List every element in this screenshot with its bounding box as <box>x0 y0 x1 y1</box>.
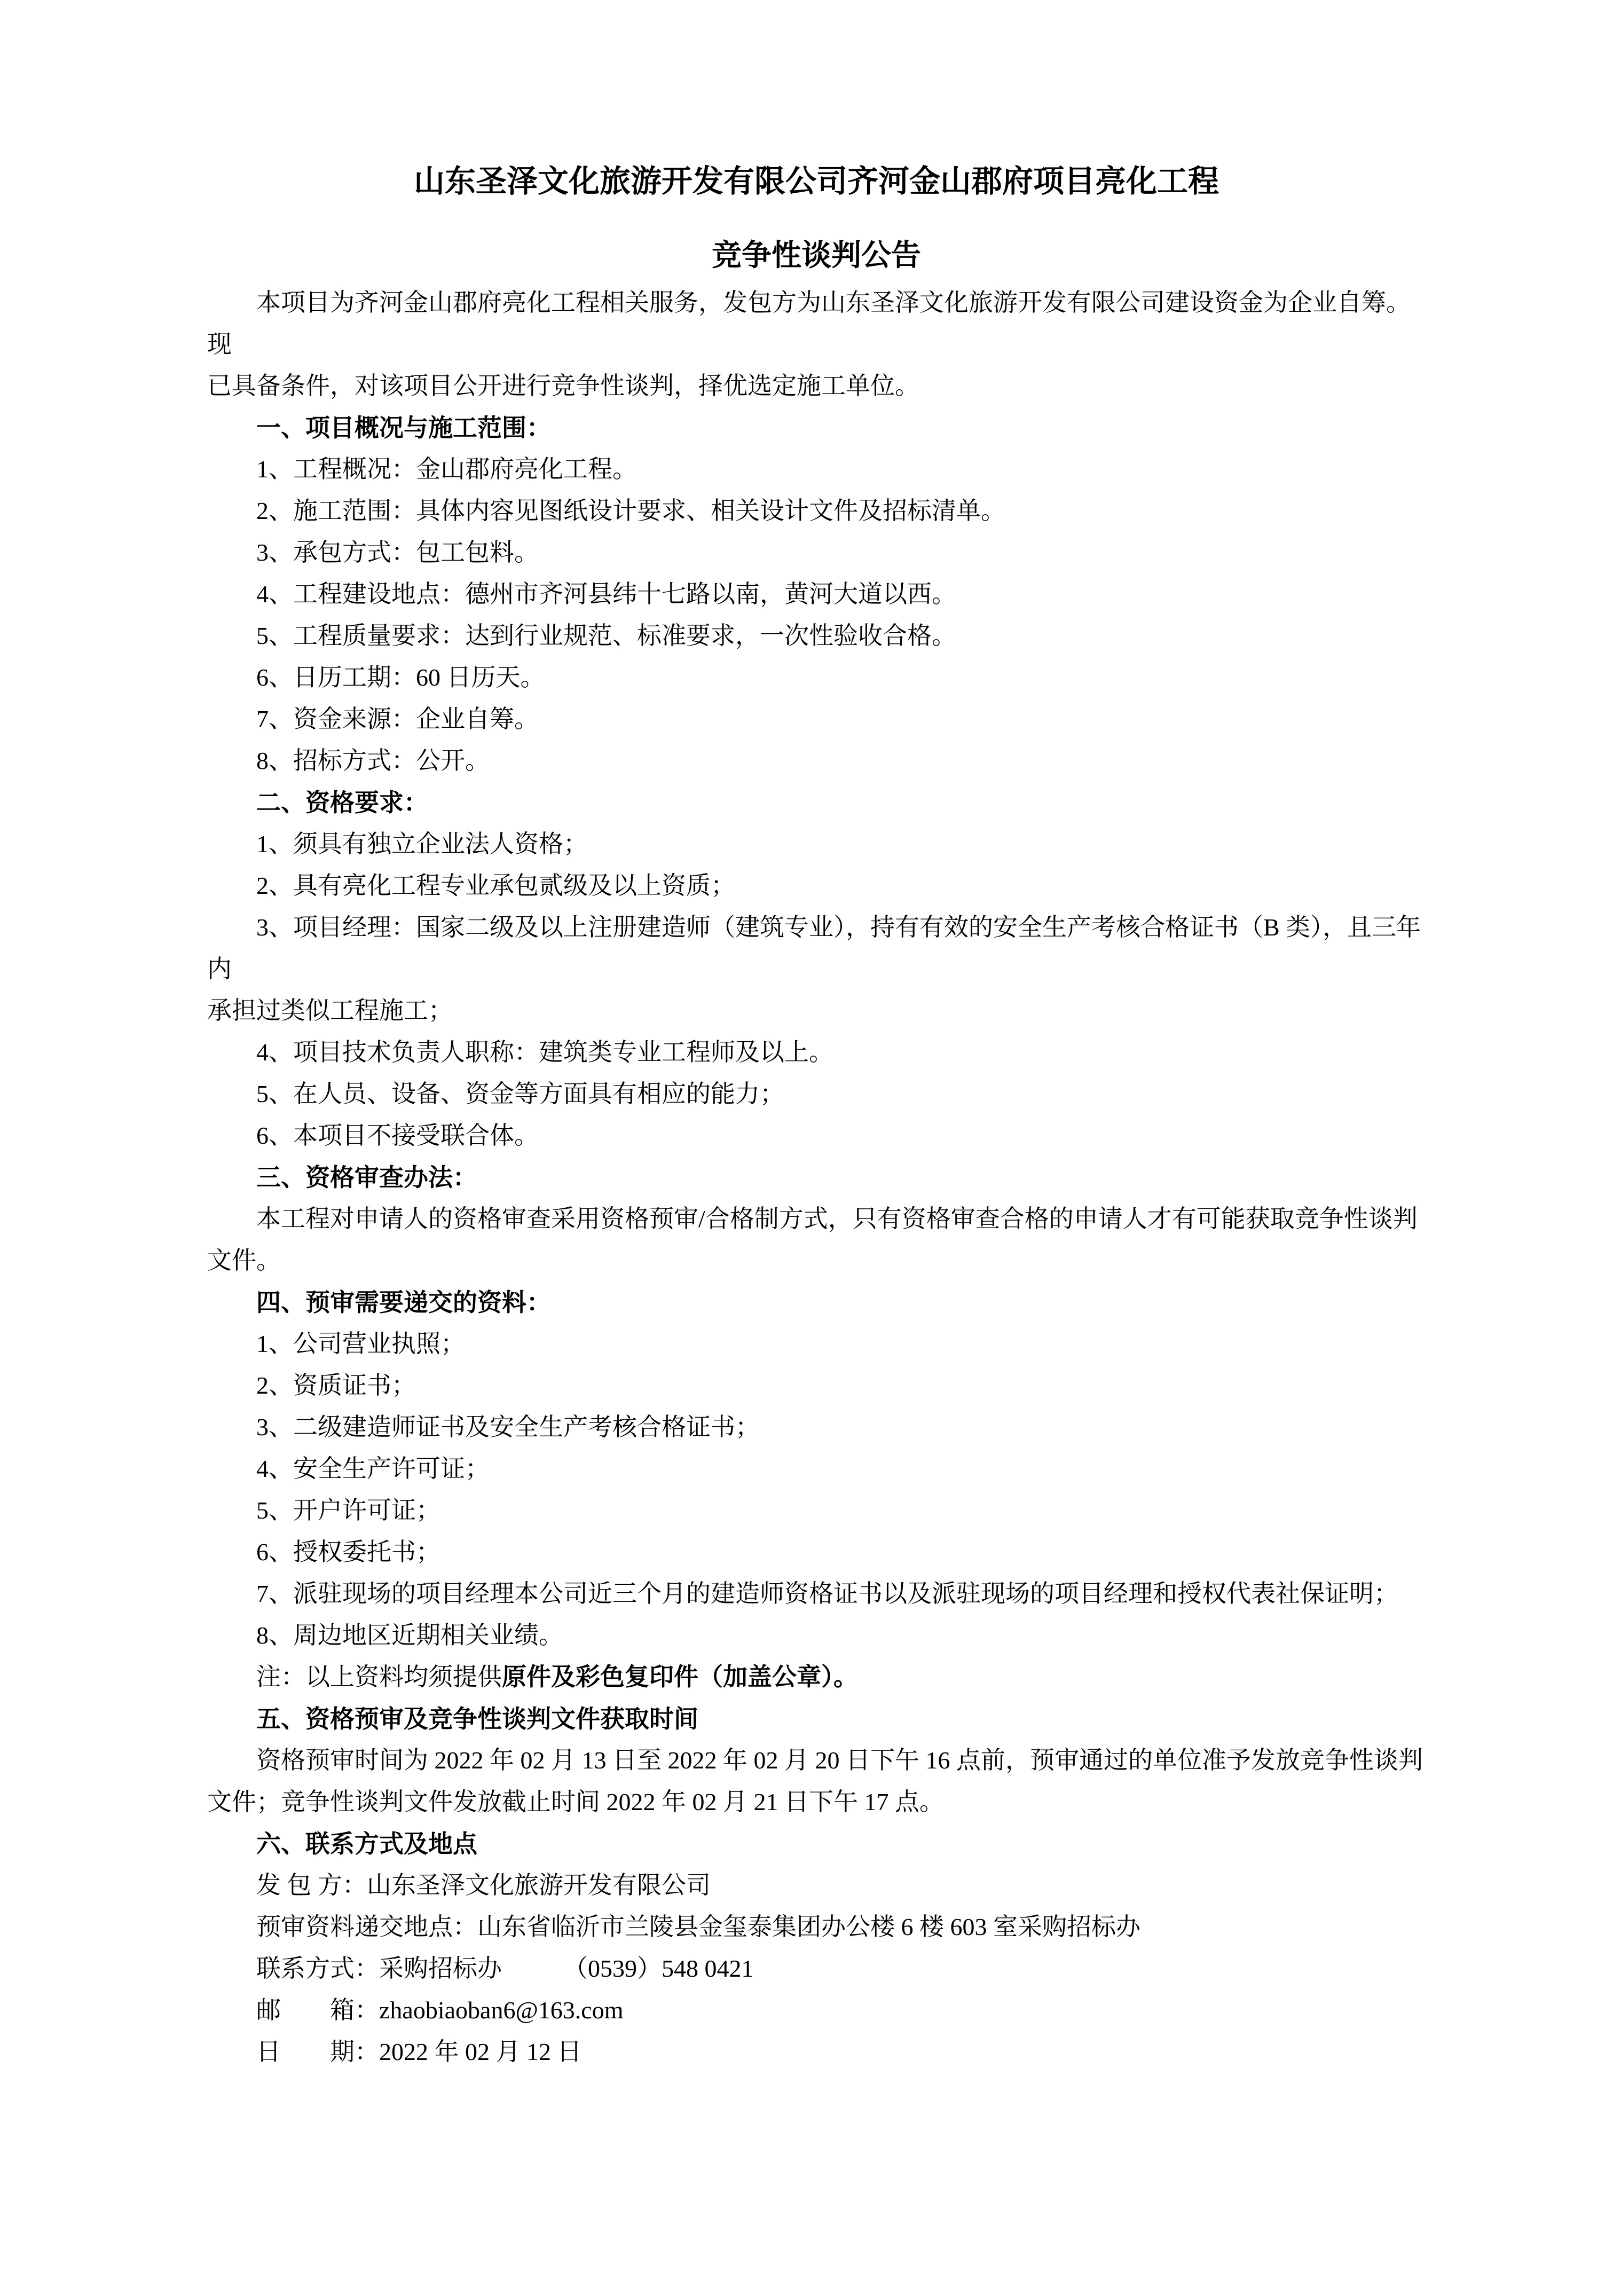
list-item: 6、本项目不接受联合体。 <box>256 1122 539 1149</box>
list-item: 2、具有亮化工程专业承包贰级及以上资质； <box>256 872 735 899</box>
paragraph-line: 资格预审时间为 2022 年 02 月 13 日至 2022 年 02 月 20 日下午 16 点前，预审通过的单位准予发放竞争性谈判 <box>256 1747 1423 1774</box>
list-item: 6、日历工期：60 日历天。 <box>256 664 545 691</box>
section-heading: 二、资格要求： <box>256 789 428 816</box>
list-item: 5、开户许可证； <box>256 1497 440 1524</box>
contact-phone-line: 联系方式：采购招标办 （0539）548 0421 <box>256 1955 754 1982</box>
announcement-document <box>207 160 1426 2073</box>
contact-issuer-line: 发 包 方：山东圣泽文化旅游开发有限公司 <box>256 1872 711 1899</box>
list-item: 8、招标方式：公开。 <box>256 747 490 774</box>
list-item-continuation: 承担过类似工程施工； <box>207 997 453 1024</box>
section-heading: 六、联系方式及地点 <box>256 1830 477 1858</box>
section-heading: 三、资格审查办法： <box>256 1163 477 1191</box>
list-item: 8、周边地区近期相关业绩。 <box>256 1622 563 1649</box>
section-prequalification-materials <box>207 1281 1426 1698</box>
intro-line: 已具备条件，对该项目公开进行竞争性谈判，择优选定施工单位。 <box>207 372 919 399</box>
section-contact-info <box>207 1823 1426 2073</box>
note-line <box>207 1656 1426 1698</box>
section-document-acquisition-time <box>207 1698 1426 1823</box>
list-item: 4、项目技术负责人职称：建筑类专业工程师及以上。 <box>256 1039 833 1066</box>
list-item: 1、公司营业执照； <box>256 1330 465 1357</box>
section-heading: 一、项目概况与施工范围： <box>256 414 551 442</box>
paragraph-line: 文件；竞争性谈判文件发放截止时间 2022 年 02 月 21 日下午 17 点。 <box>207 1788 944 1815</box>
section-qualification-requirements <box>207 782 1426 1157</box>
contact-address-line: 预审资料递交地点：山东省临沂市兰陵县金玺泰集团办公楼 6 楼 603 室采购招标办 <box>256 1913 1140 1940</box>
contact-email-line: 邮 箱：zhaobiaoban6@163.com <box>256 1996 624 2024</box>
list-item: 1、工程概况：金山郡府亮化工程。 <box>256 455 637 483</box>
list-item: 6、授权委托书； <box>256 1538 440 1566</box>
contact-date-line: 日 期：2022 年 02 月 12 日 <box>256 2038 582 2065</box>
note-bold-text: 原件及彩色复印件（加盖公章）。 <box>502 1663 858 1690</box>
paragraph-line: 文件。 <box>207 1247 281 1274</box>
section-qualification-review-method <box>207 1157 1426 1281</box>
note-prefix: 注：以上资料均须提供 <box>256 1663 502 1690</box>
list-item: 3、二级建造师证书及安全生产考核合格证书； <box>256 1413 760 1441</box>
section-heading: 五、资格预审及竞争性谈判文件获取时间 <box>256 1705 698 1733</box>
paragraph-line: 本工程对申请人的资格审查采用资格预审/合格制方式，只有资格审查合格的申请人才有可能获取竞争性谈判 <box>256 1205 1418 1232</box>
list-item: 5、工程质量要求：达到行业规范、标准要求，一次性验收合格。 <box>256 622 956 649</box>
list-item: 4、安全生产许可证； <box>256 1455 490 1482</box>
list-item: 3、项目经理：国家二级及以上注册建造师（建筑专业），持有有效的安全生产考核合格证书（B 类），且三年内 <box>207 914 1421 982</box>
list-item: 2、施工范围：具体内容见图纸设计要求、相关设计文件及招标清单。 <box>256 497 1005 524</box>
list-item: 1、须具有独立企业法人资格； <box>256 830 588 858</box>
list-item: 2、资质证书； <box>256 1372 416 1399</box>
intro-line: 本项目为齐河金山郡府亮化工程相关服务，发包方为山东圣泽文化旅游开发有限公司建设资金为企业自筹。现 <box>207 289 1411 358</box>
list-item: 7、资金来源：企业自筹。 <box>256 705 539 733</box>
document-title: 山东圣泽文化旅游开发有限公司齐河金山郡府项目亮化工程 <box>413 164 1219 199</box>
intro-paragraph <box>207 282 1426 407</box>
list-item: 5、在人员、设备、资金等方面具有相应的能力； <box>256 1080 784 1107</box>
section-project-overview <box>207 407 1426 782</box>
section-heading: 四、预审需要递交的资料： <box>256 1288 551 1316</box>
list-item: 3、承包方式：包工包料。 <box>256 539 539 566</box>
document-subtitle: 竞争性谈判公告 <box>712 238 921 272</box>
list-item: 7、派驻现场的项目经理本公司近三个月的建造师资格证书以及派驻现场的项目经理和授权代表社保证明； <box>256 1580 1398 1607</box>
list-item: 4、工程建设地点：德州市齐河县纬十七路以南，黄河大道以西。 <box>256 580 956 608</box>
